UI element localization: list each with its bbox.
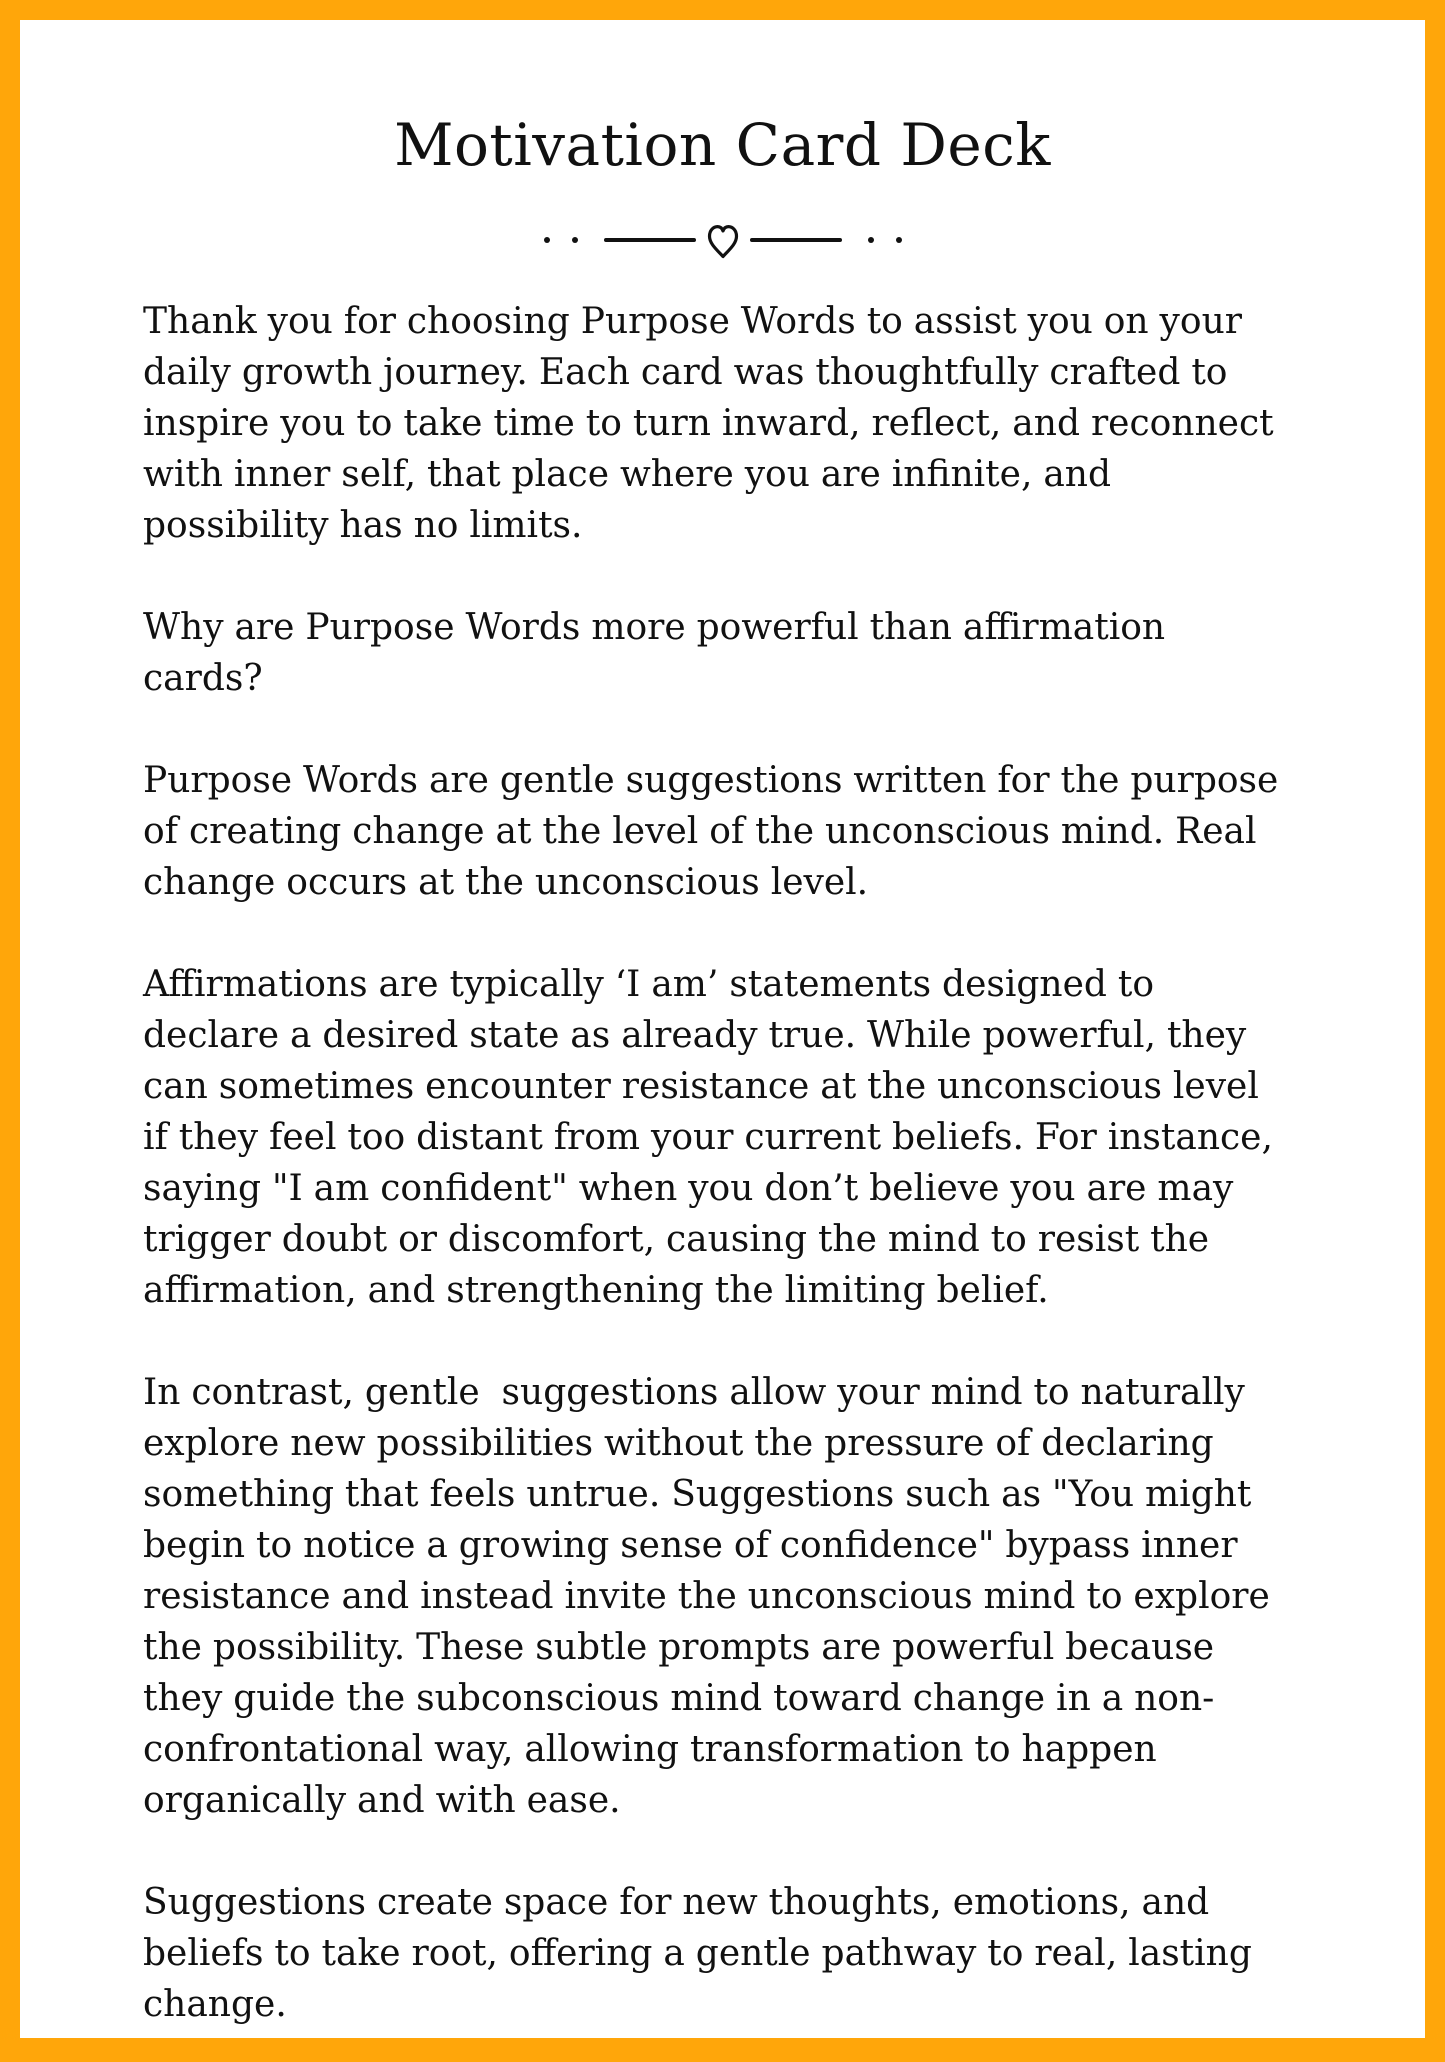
paragraph-purpose-words: Purpose Words are gentle suggestions written for the purpose of creating change at the level of the unconscious mind. Real change occurs at the unconscious level. <box>143 760 1290 903</box>
paragraph-closing: Suggestions create space for new thoughts, emotions, and beliefs to take root, offering a gentle pathway to real, lasting change. <box>143 1882 1263 2025</box>
ornament-dot-right-outer <box>896 237 902 243</box>
ornament-rule-right <box>750 238 842 242</box>
ornament-dot-left-outer <box>544 237 550 243</box>
document-body <box>20 296 1425 2030</box>
ornament-rule-left <box>604 238 696 242</box>
ornament-dot-right-inner <box>868 237 874 243</box>
paragraph-intro: Thank you for choosing Purpose Words to assist you on your daily growth journey. Each card was thoughtfully crafted to inspire you to take time to turn inward, reflect, and reconnect with inner self, that place where you are infinite, and possibility has no limits. <box>143 301 1285 546</box>
ornament-dot-left-inner <box>572 237 578 243</box>
divider-ornament <box>20 174 1425 262</box>
document-sheet <box>20 20 1425 2038</box>
paragraph-affirmations: Affirmations are typically ‘I am’ statements designed to declare a desired state as already true. While powerful, they can sometimes encounter resistance at the unconscious level if they feel too distant from your current beliefs. For instance, saying "I am confident" when you don’t believe you are may trigger doubt or discomfort, causing the mind to resist the affirmation, and strengthening the limiting belief. <box>143 964 1284 1311</box>
paragraph-question: Why are Purpose Words more powerful than affirmation cards? <box>143 607 1177 699</box>
page-title: Motivation Card Deck <box>394 111 1051 179</box>
paragraph-in-contrast: In contrast, gentle suggestions allow your mind to naturally explore new possibilities without the pressure of declaring something that feels untrue. Suggestions such as "You might begin to notice a growing sense of confidence" bypass inner resistance and instead invite the unconscious mind to explore the possibility. These subtle prompts are powerful because they guide the subconscious mind toward change in a non-confrontational way, allowing transformation to happen organically and with ease. <box>143 1372 1281 1821</box>
heart-icon <box>706 223 740 259</box>
